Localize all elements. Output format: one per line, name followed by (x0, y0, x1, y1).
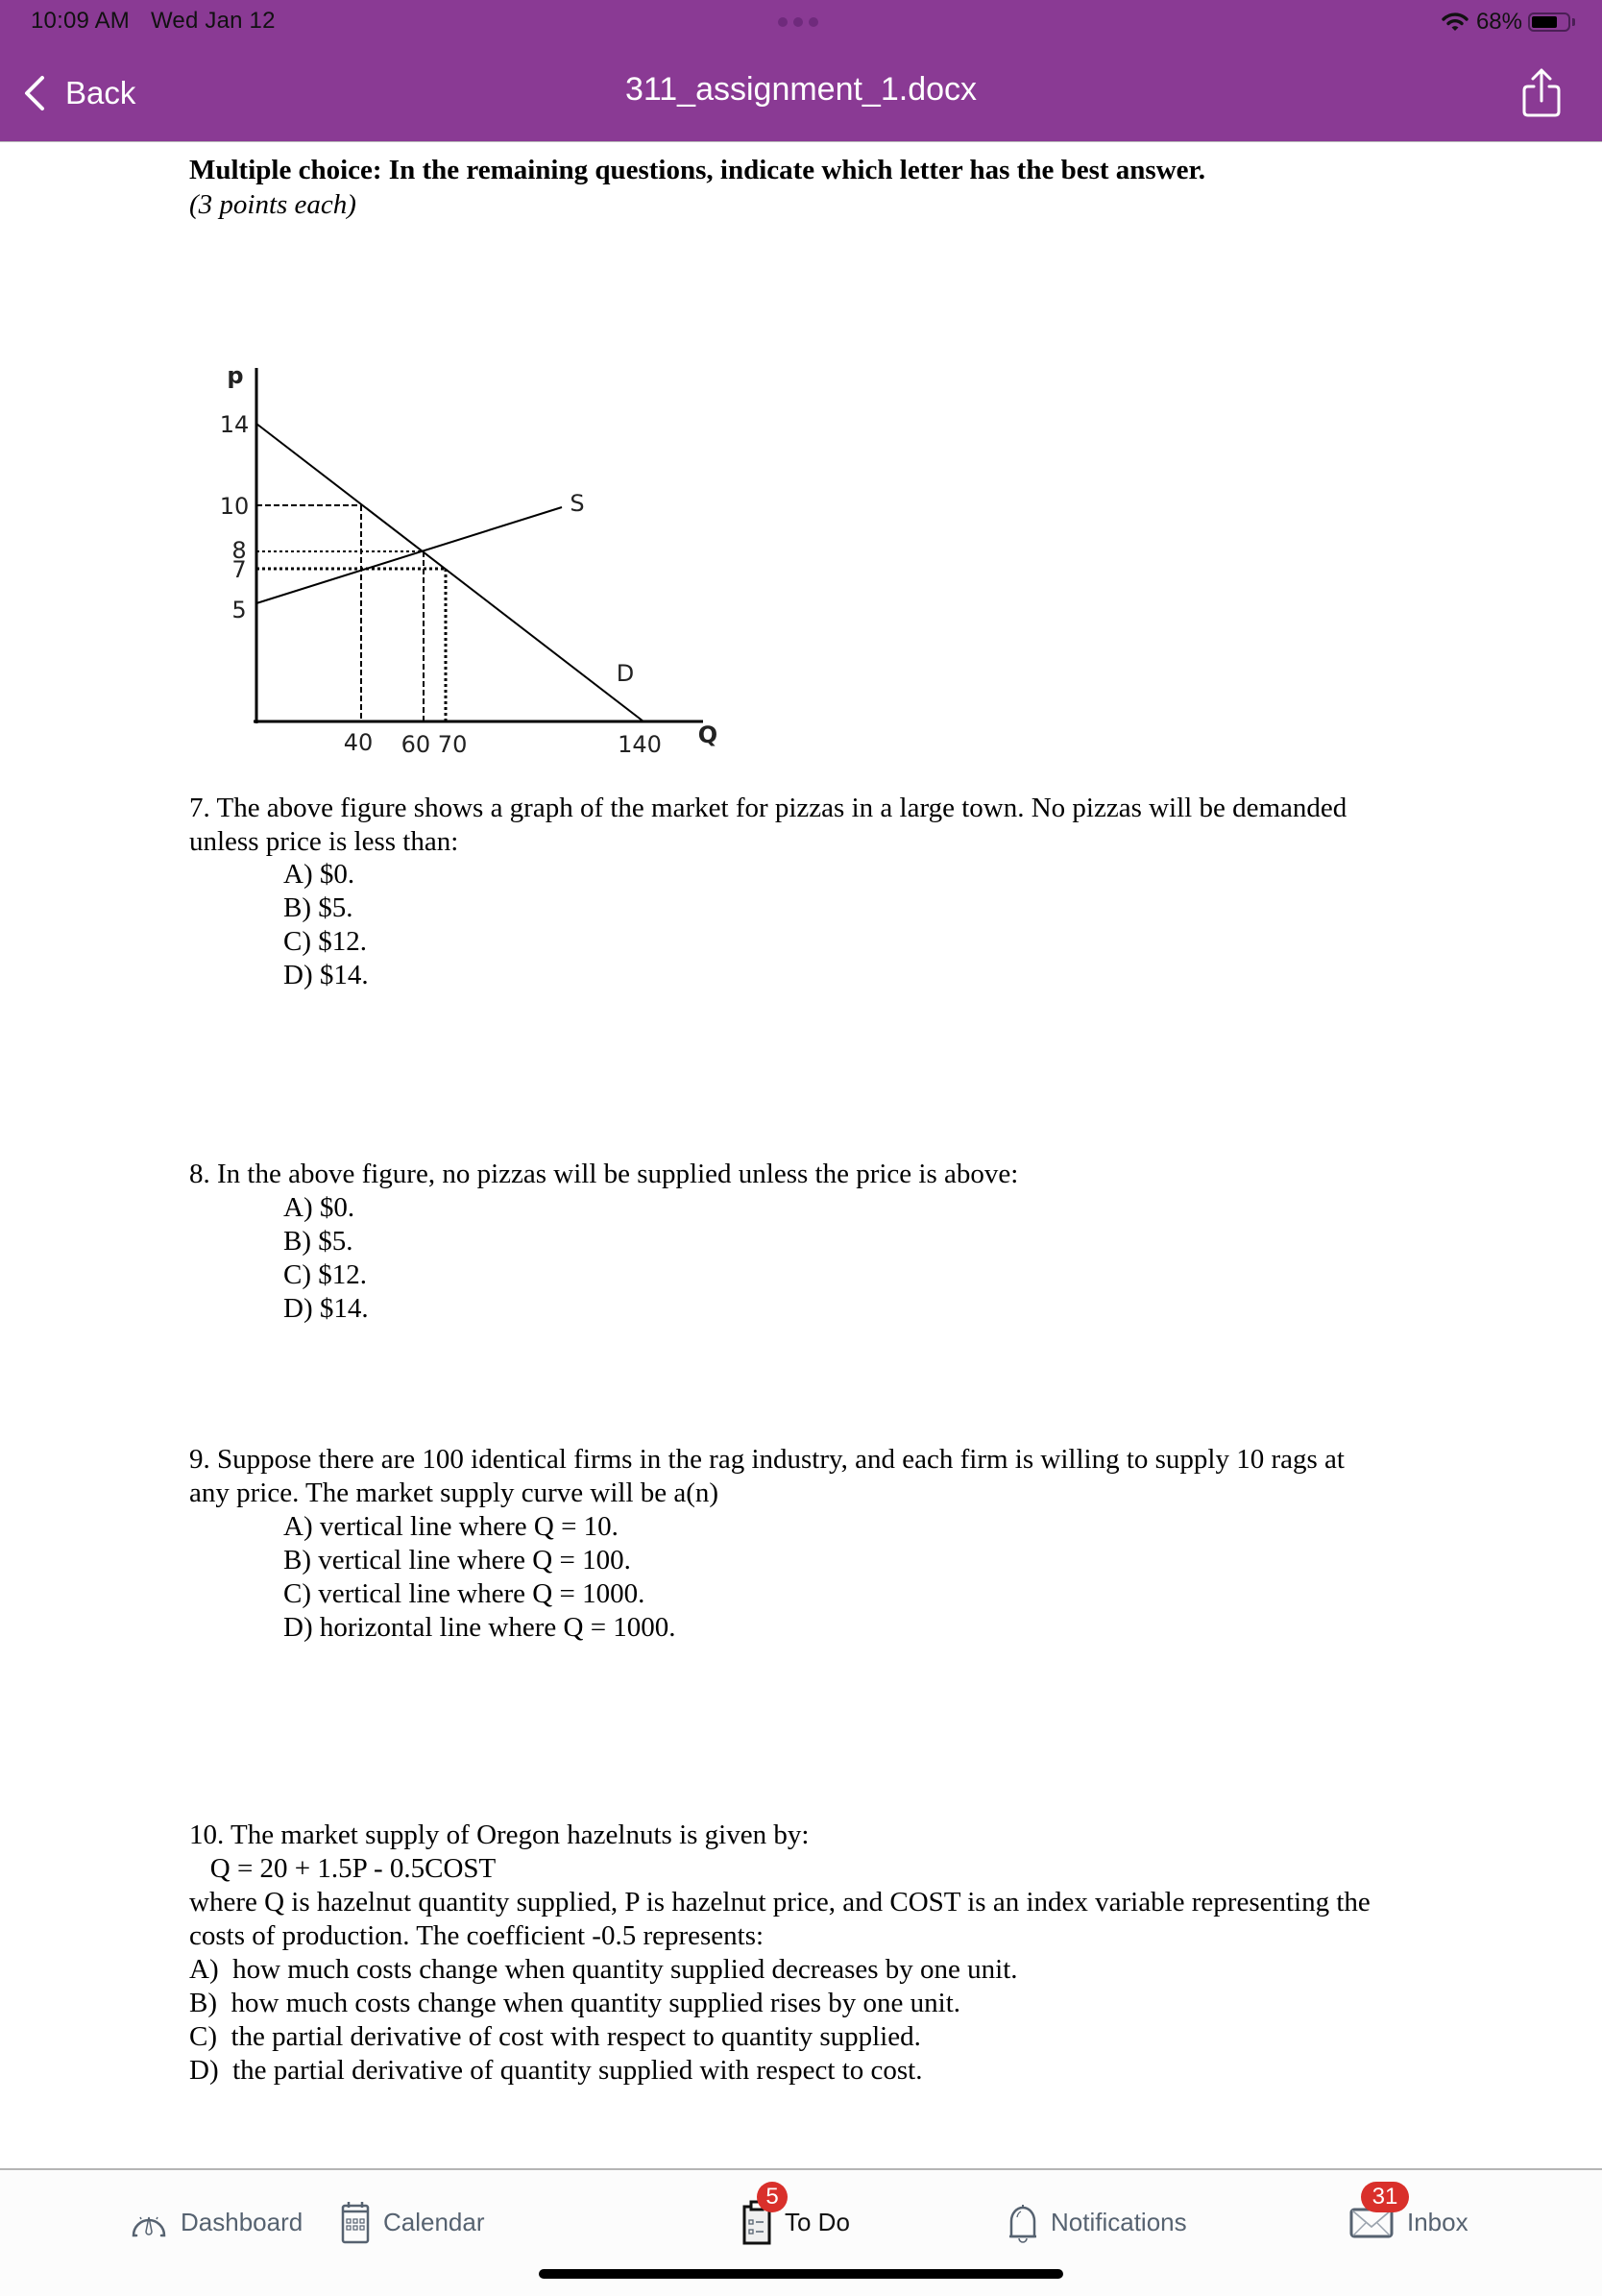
question-8-option-c: C) $12. (283, 1259, 367, 1290)
tab-notifications-label: Notifications (1051, 2207, 1187, 2236)
question-10-line-1: 10. The market supply of Oregon hazelnuts is given by: (189, 1820, 810, 1850)
supply-curve (256, 507, 562, 603)
y-axis-label: p (227, 362, 244, 389)
question-10-option-c: C) the partial derivative of cost with respect to quantity supplied. (189, 2021, 921, 2052)
x-axis-label: Q (697, 721, 718, 748)
supply-demand-chart (0, 142, 768, 795)
document-title: 311_assignment_1.docx (624, 71, 978, 108)
bell-icon (1008, 2198, 1037, 2246)
multitask-dots-icon[interactable] (778, 17, 818, 27)
share-icon[interactable] (1519, 67, 1564, 119)
question-9-line-2: any price. The market supply curve will be a(n) (189, 1478, 719, 1508)
section-heading: Multiple choice: In the remaining questions, indicate which letter has the best answer. (189, 155, 1205, 185)
home-indicator[interactable] (539, 2269, 1063, 2279)
dashboard-gauge-icon (131, 2206, 167, 2238)
question-9-option-b: B) vertical line where Q = 100. (283, 1545, 631, 1575)
question-10-line-3: where Q is hazelnut quantity supplied, P is hazelnut price, and COST is an index variable representing the (189, 1887, 1371, 1917)
battery-icon (1528, 12, 1570, 32)
y-tick-10: 10 (219, 493, 250, 520)
question-10-equation: Q = 20 + 1.5P - 0.5COST (189, 1853, 497, 1884)
tab-dashboard[interactable] (131, 2199, 303, 2245)
question-9-option-d: D) horizontal line where Q = 1000. (283, 1612, 676, 1643)
inbox-badge: 31 (1361, 2182, 1409, 2212)
question-7-option-d: D) $14. (283, 960, 369, 990)
y-tick-5: 5 (231, 597, 247, 623)
question-9-line-1: 9. Suppose there are 100 identical firms in the rag industry, and each firm is willing to supply 10 rags at (189, 1444, 1345, 1475)
x-tick-60-70: 60 70 (400, 731, 468, 758)
wifi-icon (1442, 12, 1468, 33)
demand-curve (256, 424, 643, 721)
points-note: (3 points each) (189, 189, 356, 220)
status-bar-left (31, 8, 276, 35)
tab-inbox-label: Inbox (1407, 2207, 1468, 2236)
tab-calendar[interactable] (341, 2199, 485, 2245)
x-tick-140: 140 (618, 731, 662, 758)
status-bar-right (1442, 8, 1575, 37)
supply-label: S (570, 490, 585, 517)
question-7-option-c: C) $12. (283, 926, 367, 957)
question-8-option-b: B) $5. (283, 1226, 353, 1257)
top-bar (0, 0, 1602, 142)
battery-percent: 68% (1475, 9, 1522, 35)
demand-label: D (616, 660, 635, 687)
y-tick-14: 14 (219, 411, 250, 438)
document-body[interactable] (0, 142, 1602, 2167)
question-10-option-a: A) how much costs change when quantity supplied decreases by one unit. (189, 1954, 1018, 1985)
question-10-option-b: B) how much costs change when quantity supplied rises by one unit. (189, 1988, 961, 2018)
question-7-line-2: unless price is less than: (189, 826, 459, 857)
question-7-option-a: A) $0. (283, 859, 355, 890)
calendar-icon (341, 2200, 370, 2244)
reference-lines (256, 505, 446, 721)
question-9-option-c: C) vertical line where Q = 1000. (283, 1578, 645, 1609)
question-9-option-a: A) vertical line where Q = 10. (283, 1511, 619, 1542)
y-tick-7: 7 (231, 556, 247, 583)
question-7-line-1: 7. The above figure shows a graph of the market for pizzas in a large town. No pizzas will be demanded (189, 793, 1347, 823)
question-7-option-b: B) $5. (283, 892, 353, 923)
tab-dashboard-label: Dashboard (181, 2207, 303, 2236)
x-tick-40: 40 (343, 729, 374, 756)
question-10-option-d: D) the partial derivative of quantity supplied with respect to cost. (189, 2055, 923, 2086)
tab-todo-label: To Do (785, 2207, 850, 2236)
tab-todo[interactable] (742, 2184, 850, 2245)
y-tick-8: 8 (231, 537, 247, 564)
question-8-option-a: A) $0. (283, 1192, 355, 1223)
question-8-line-1: 8. In the above figure, no pizzas will be supplied unless the price is above: (189, 1159, 1019, 1189)
question-10-line-4: costs of production. The coefficient -0.5 represents: (189, 1920, 765, 1951)
tab-notifications[interactable] (1008, 2199, 1187, 2245)
todo-badge: 5 (757, 2182, 788, 2212)
status-time: 10:09 AM (31, 8, 131, 34)
battery-nub (1572, 18, 1575, 26)
tab-inbox[interactable] (1349, 2184, 1468, 2245)
tab-calendar-label: Calendar (383, 2207, 485, 2236)
question-8-option-d: D) $14. (283, 1293, 369, 1324)
status-date: Wed Jan 12 (151, 8, 276, 34)
back-label: Back (65, 75, 136, 110)
